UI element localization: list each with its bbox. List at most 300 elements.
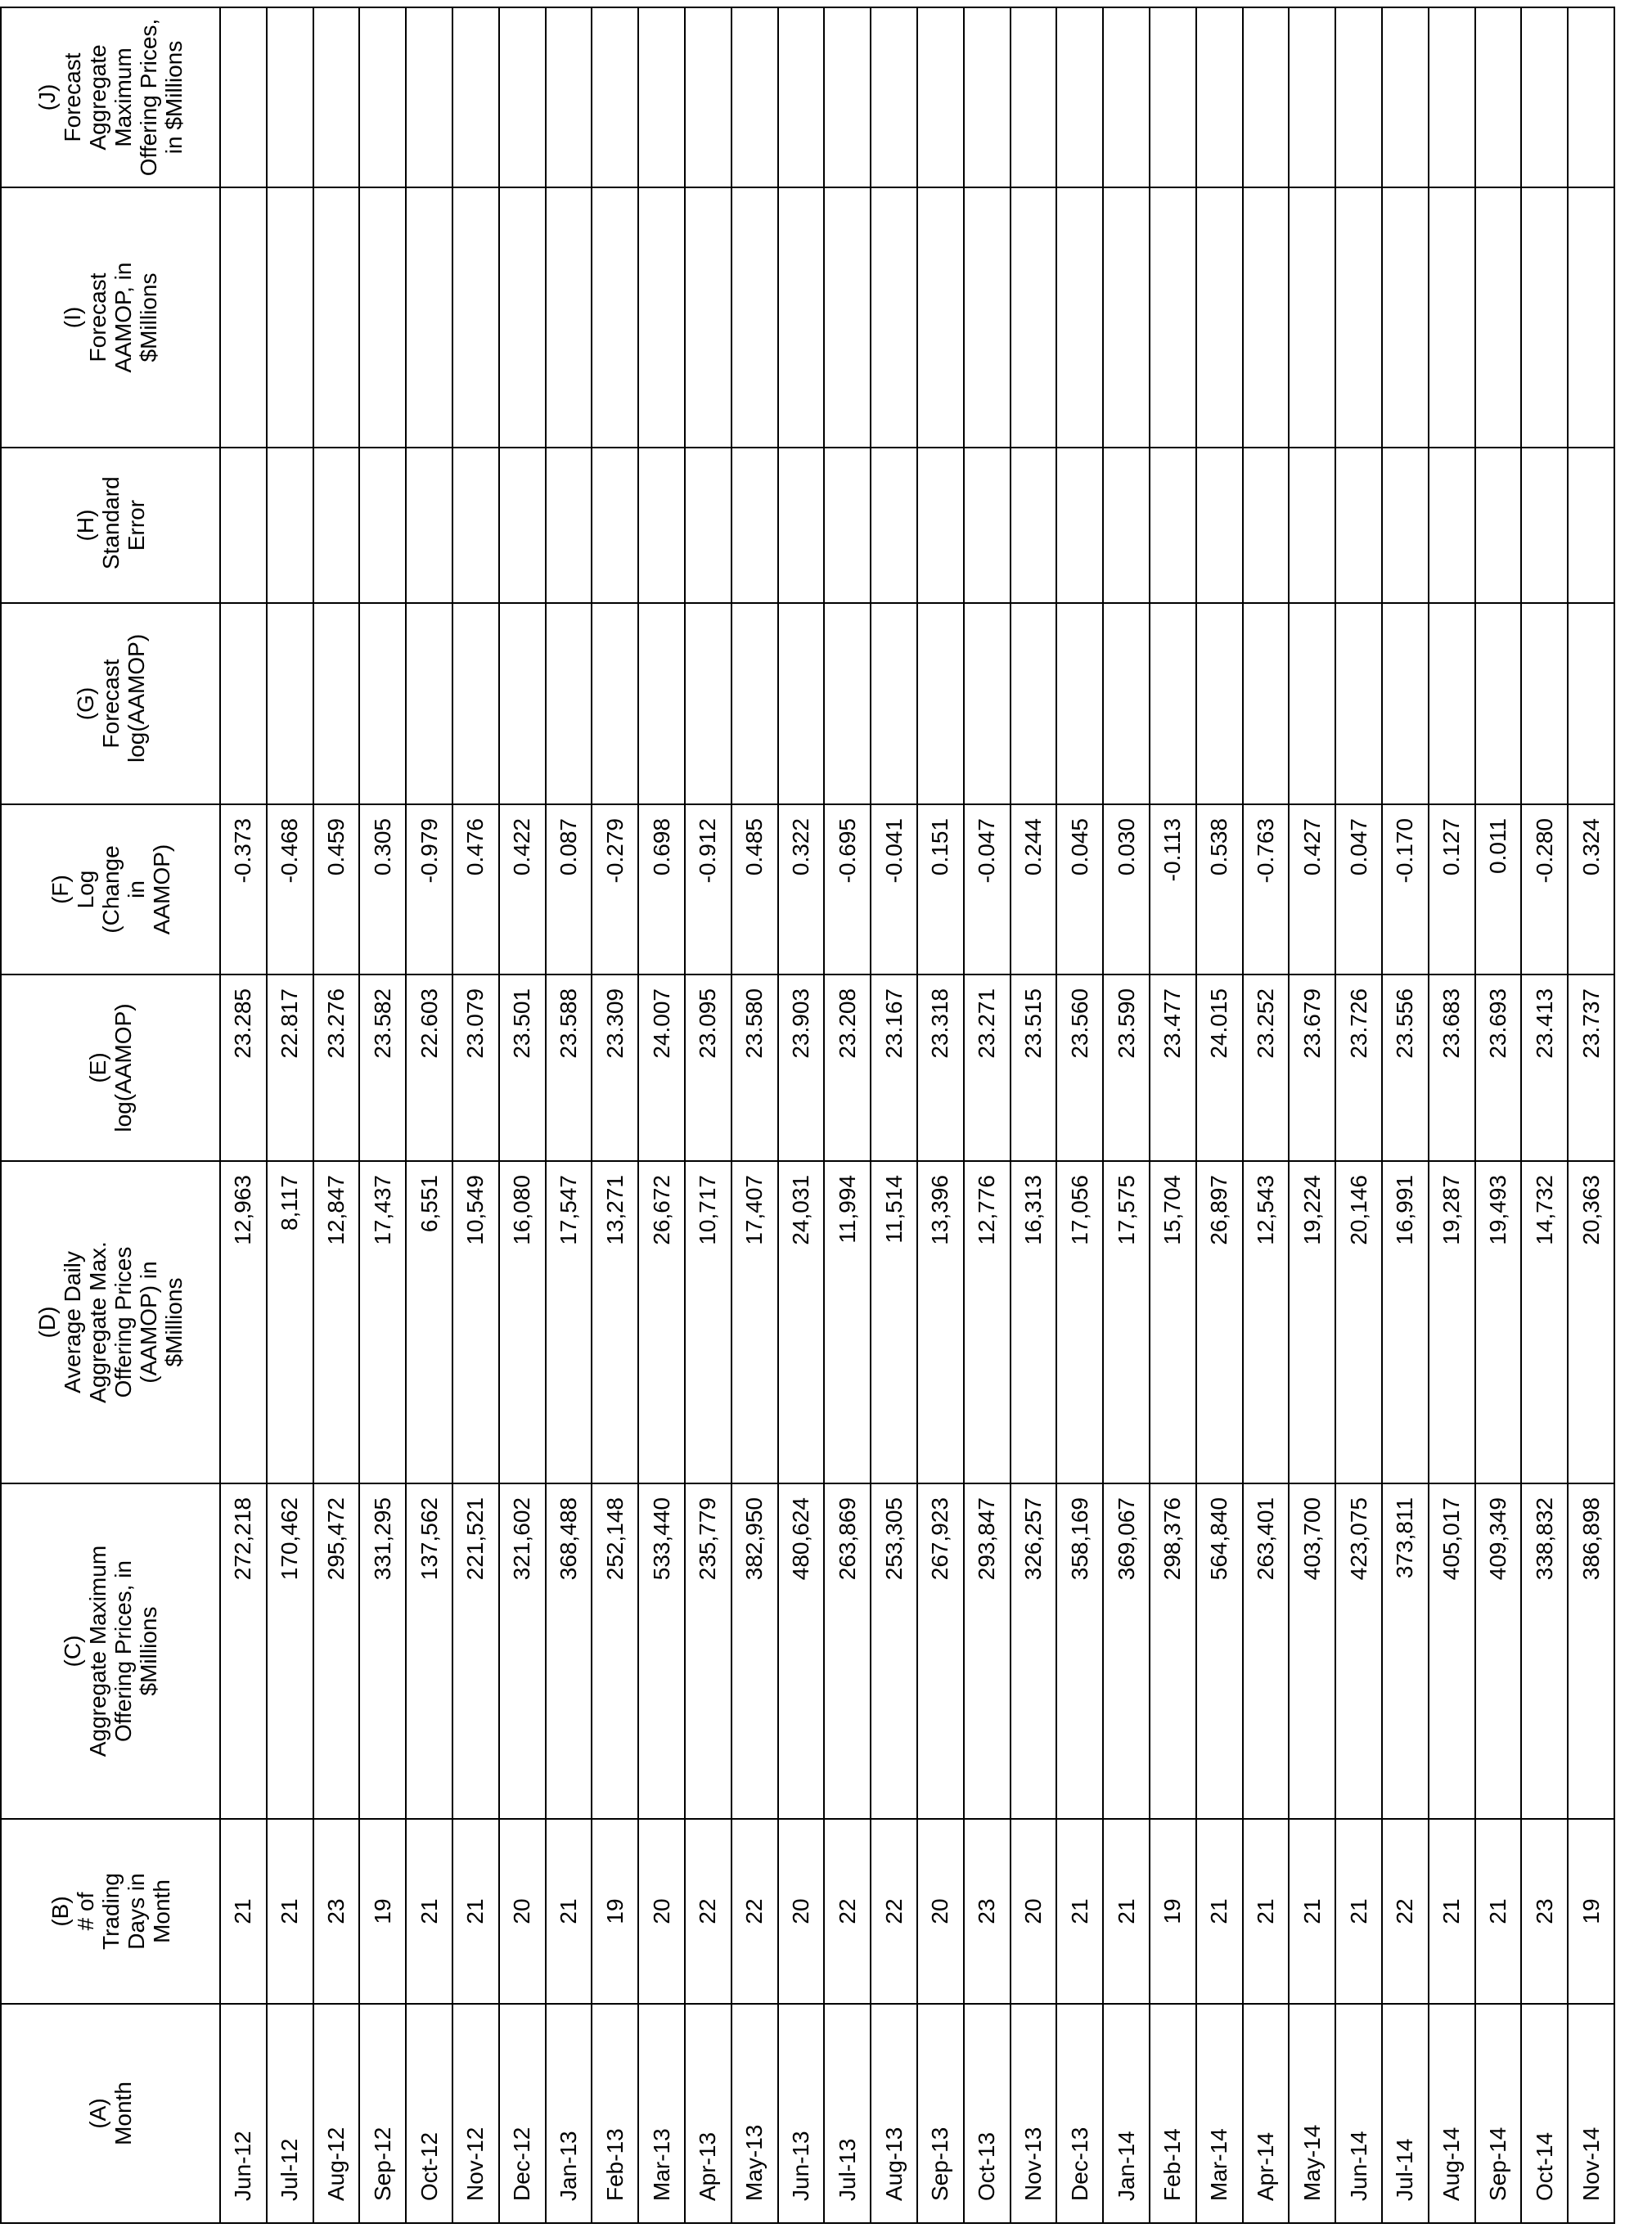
forecast-amop-cell bbox=[1335, 7, 1382, 187]
aamop-cell: 16,313 bbox=[1011, 1161, 1057, 1483]
log-aamop-cell: 24.007 bbox=[638, 974, 685, 1161]
header-d bbox=[1, 1161, 220, 1483]
log-aamop-cell: 23.413 bbox=[1521, 974, 1568, 1161]
standard-error-cell bbox=[313, 448, 360, 603]
amop-cell: 564,840 bbox=[1196, 1483, 1243, 1819]
log-aamop-cell: 23.501 bbox=[499, 974, 546, 1161]
days-cell: 21 bbox=[1103, 1819, 1150, 2004]
forecast-aamop-cell bbox=[1196, 187, 1243, 448]
days-cell: 23 bbox=[964, 1819, 1011, 2004]
aamop-cell: 24,031 bbox=[778, 1161, 825, 1483]
month-cell: May-14 bbox=[1289, 2004, 1335, 2223]
standard-error-cell bbox=[1011, 448, 1057, 603]
amop-cell: 137,562 bbox=[406, 1483, 452, 1819]
header-j-label: Forecast Aggregate Maximum Offering Prices, in $Millions bbox=[60, 18, 187, 177]
aamop-cell: 17,547 bbox=[546, 1161, 592, 1483]
forecast-amop-cell bbox=[778, 7, 825, 187]
forecast-amop-cell bbox=[546, 7, 592, 187]
log-change-cell: 0.322 bbox=[778, 804, 825, 974]
month-cell: May-13 bbox=[731, 2004, 778, 2223]
forecast-aamop-cell bbox=[406, 187, 452, 448]
log-aamop-cell: 23.560 bbox=[1056, 974, 1103, 1161]
forecast-aamop-cell bbox=[1429, 187, 1475, 448]
forecast-log-cell bbox=[1103, 603, 1150, 804]
table-row bbox=[1429, 7, 1475, 2223]
month-cell: Jul-13 bbox=[824, 2004, 871, 2223]
amop-cell: 235,779 bbox=[685, 1483, 731, 1819]
forecast-aamop-cell bbox=[1289, 187, 1335, 448]
month-cell: Apr-14 bbox=[1243, 2004, 1290, 2223]
log-change-cell: 0.427 bbox=[1289, 804, 1335, 974]
table-row bbox=[1011, 7, 1057, 2223]
log-change-cell: -0.279 bbox=[592, 804, 638, 974]
forecast-aamop-cell bbox=[592, 187, 638, 448]
amop-cell: 221,521 bbox=[452, 1483, 499, 1819]
forecast-amop-cell bbox=[1289, 7, 1335, 187]
log-aamop-cell: 23.515 bbox=[1011, 974, 1057, 1161]
standard-error-cell bbox=[871, 448, 917, 603]
forecast-amop-cell bbox=[685, 7, 731, 187]
forecast-log-cell bbox=[1382, 603, 1429, 804]
month-cell: Jul-12 bbox=[267, 2004, 313, 2223]
aamop-cell: 20,146 bbox=[1335, 1161, 1382, 1483]
forecast-log-cell bbox=[778, 603, 825, 804]
forecast-amop-cell bbox=[964, 7, 1011, 187]
standard-error-cell bbox=[359, 448, 406, 603]
month-cell: Nov-13 bbox=[1011, 2004, 1057, 2223]
aamop-cell: 17,575 bbox=[1103, 1161, 1150, 1483]
month-cell: Sep-14 bbox=[1475, 2004, 1522, 2223]
amop-cell: 369,067 bbox=[1103, 1483, 1150, 1819]
standard-error-cell bbox=[1429, 448, 1475, 603]
table-row bbox=[406, 7, 452, 2223]
month-cell: Aug-13 bbox=[871, 2004, 917, 2223]
standard-error-cell bbox=[1196, 448, 1243, 603]
aamop-cell: 26,897 bbox=[1196, 1161, 1243, 1483]
forecast-amop-cell bbox=[1521, 7, 1568, 187]
forecast-log-cell bbox=[1150, 603, 1196, 804]
header-c bbox=[1, 1483, 220, 1819]
month-cell: Jun-14 bbox=[1335, 2004, 1382, 2223]
standard-error-cell bbox=[1382, 448, 1429, 603]
days-cell: 21 bbox=[1475, 1819, 1522, 2004]
amop-cell: 382,950 bbox=[731, 1483, 778, 1819]
header-j-letter: (J) bbox=[34, 83, 60, 111]
aamop-cell: 15,704 bbox=[1150, 1161, 1196, 1483]
days-cell: 20 bbox=[638, 1819, 685, 2004]
standard-error-cell bbox=[220, 448, 267, 603]
log-aamop-cell: 23.095 bbox=[685, 974, 731, 1161]
aamop-cell: 13,396 bbox=[917, 1161, 964, 1483]
forecast-log-cell bbox=[592, 603, 638, 804]
standard-error-cell bbox=[1568, 448, 1614, 603]
forecast-log-cell bbox=[267, 603, 313, 804]
forecast-log-cell bbox=[731, 603, 778, 804]
days-cell: 21 bbox=[267, 1819, 313, 2004]
log-aamop-cell: 23.582 bbox=[359, 974, 406, 1161]
amop-cell: 326,257 bbox=[1011, 1483, 1057, 1819]
aamop-cell: 19,224 bbox=[1289, 1161, 1335, 1483]
aamop-cell: 19,287 bbox=[1429, 1161, 1475, 1483]
forecast-aamop-cell bbox=[964, 187, 1011, 448]
days-cell: 22 bbox=[685, 1819, 731, 2004]
forecast-aamop-cell bbox=[499, 187, 546, 448]
forecast-aamop-cell bbox=[1243, 187, 1290, 448]
forecast-log-cell bbox=[685, 603, 731, 804]
log-aamop-cell: 23.683 bbox=[1429, 974, 1475, 1161]
amop-cell: 368,488 bbox=[546, 1483, 592, 1819]
aamop-cell: 12,543 bbox=[1243, 1161, 1290, 1483]
table-row bbox=[778, 7, 825, 2223]
forecast-log-cell bbox=[1243, 603, 1290, 804]
days-cell: 19 bbox=[1150, 1819, 1196, 2004]
amop-cell: 480,624 bbox=[778, 1483, 825, 1819]
amop-cell: 253,305 bbox=[871, 1483, 917, 1819]
header-f-letter: (F) bbox=[47, 875, 73, 904]
log-change-cell: 0.244 bbox=[1011, 804, 1057, 974]
table-row bbox=[592, 7, 638, 2223]
log-aamop-cell: 23.588 bbox=[546, 974, 592, 1161]
standard-error-cell bbox=[1056, 448, 1103, 603]
forecast-log-cell bbox=[638, 603, 685, 804]
forecast-amop-cell bbox=[824, 7, 871, 187]
forecast-aamop-cell bbox=[1521, 187, 1568, 448]
table-body bbox=[220, 7, 1614, 2223]
days-cell: 21 bbox=[1335, 1819, 1382, 2004]
standard-error-cell bbox=[964, 448, 1011, 603]
aamop-cell: 12,963 bbox=[220, 1161, 267, 1483]
aamop-cell: 10,717 bbox=[685, 1161, 731, 1483]
amop-cell: 321,602 bbox=[499, 1483, 546, 1819]
forecast-aamop-cell bbox=[917, 187, 964, 448]
days-cell: 20 bbox=[778, 1819, 825, 2004]
amop-cell: 170,462 bbox=[267, 1483, 313, 1819]
forecast-aamop-cell bbox=[824, 187, 871, 448]
forecast-log-cell bbox=[1429, 603, 1475, 804]
month-cell: Sep-13 bbox=[917, 2004, 964, 2223]
days-cell: 21 bbox=[1429, 1819, 1475, 2004]
forecast-aamop-cell bbox=[220, 187, 267, 448]
standard-error-cell bbox=[452, 448, 499, 603]
amop-cell: 331,295 bbox=[359, 1483, 406, 1819]
table-row bbox=[267, 7, 313, 2223]
header-f bbox=[1, 804, 220, 974]
log-aamop-cell: 23.903 bbox=[778, 974, 825, 1161]
forecast-aamop-cell bbox=[452, 187, 499, 448]
month-cell: Oct-14 bbox=[1521, 2004, 1568, 2223]
month-cell: Jan-14 bbox=[1103, 2004, 1150, 2223]
aamop-data-table bbox=[0, 7, 1615, 2224]
header-j bbox=[1, 7, 220, 187]
forecast-aamop-cell bbox=[546, 187, 592, 448]
month-cell: Aug-14 bbox=[1429, 2004, 1475, 2223]
table-row bbox=[1382, 7, 1429, 2223]
month-cell: Dec-13 bbox=[1056, 2004, 1103, 2223]
month-cell: Apr-13 bbox=[685, 2004, 731, 2223]
header-g-label: Forecast log(AAMOP) bbox=[97, 633, 149, 763]
table-row bbox=[546, 7, 592, 2223]
forecast-aamop-cell bbox=[871, 187, 917, 448]
days-cell: 22 bbox=[731, 1819, 778, 2004]
month-cell: Dec-12 bbox=[499, 2004, 546, 2223]
forecast-aamop-cell bbox=[638, 187, 685, 448]
days-cell: 21 bbox=[1243, 1819, 1290, 2004]
standard-error-cell bbox=[499, 448, 546, 603]
log-change-cell: -0.280 bbox=[1521, 804, 1568, 974]
aamop-cell: 10,549 bbox=[452, 1161, 499, 1483]
forecast-amop-cell bbox=[1103, 7, 1150, 187]
table-row bbox=[871, 7, 917, 2223]
forecast-amop-cell bbox=[220, 7, 267, 187]
standard-error-cell bbox=[546, 448, 592, 603]
table-row bbox=[1475, 7, 1522, 2223]
table-row bbox=[499, 7, 546, 2223]
log-aamop-cell: 23.580 bbox=[731, 974, 778, 1161]
forecast-log-cell bbox=[499, 603, 546, 804]
amop-cell: 272,218 bbox=[220, 1483, 267, 1819]
forecast-log-cell bbox=[1056, 603, 1103, 804]
log-change-cell: 0.047 bbox=[1335, 804, 1382, 974]
log-aamop-cell: 22.603 bbox=[406, 974, 452, 1161]
table-row bbox=[1568, 7, 1614, 2223]
log-change-cell: 0.698 bbox=[638, 804, 685, 974]
amop-cell: 293,847 bbox=[964, 1483, 1011, 1819]
aamop-cell: 11,514 bbox=[871, 1161, 917, 1483]
header-e-letter: (E) bbox=[85, 1052, 110, 1083]
month-cell: Jan-13 bbox=[546, 2004, 592, 2223]
standard-error-cell bbox=[638, 448, 685, 603]
log-aamop-cell: 23.726 bbox=[1335, 974, 1382, 1161]
table-row bbox=[1335, 7, 1382, 2223]
log-aamop-cell: 23.556 bbox=[1382, 974, 1429, 1161]
table-row bbox=[1150, 7, 1196, 2223]
header-g-letter: (G) bbox=[72, 686, 98, 721]
forecast-log-cell bbox=[1011, 603, 1057, 804]
forecast-amop-cell bbox=[1429, 7, 1475, 187]
forecast-log-cell bbox=[359, 603, 406, 804]
aamop-cell: 19,493 bbox=[1475, 1161, 1522, 1483]
standard-error-cell bbox=[1475, 448, 1522, 603]
header-h-label: Standard Error bbox=[97, 476, 149, 569]
amop-cell: 338,832 bbox=[1521, 1483, 1568, 1819]
standard-error-cell bbox=[1335, 448, 1382, 603]
forecast-amop-cell bbox=[1568, 7, 1614, 187]
log-change-cell: 0.476 bbox=[452, 804, 499, 974]
log-aamop-cell: 23.285 bbox=[220, 974, 267, 1161]
log-change-cell: 0.011 bbox=[1475, 804, 1522, 974]
log-change-cell: 0.127 bbox=[1429, 804, 1475, 974]
days-cell: 21 bbox=[1289, 1819, 1335, 2004]
table-row bbox=[359, 7, 406, 2223]
amop-cell: 386,898 bbox=[1568, 1483, 1614, 1819]
forecast-amop-cell bbox=[406, 7, 452, 187]
forecast-log-cell bbox=[1521, 603, 1568, 804]
month-cell: Aug-12 bbox=[313, 2004, 360, 2223]
log-change-cell: 0.422 bbox=[499, 804, 546, 974]
header-row bbox=[1, 7, 220, 2223]
days-cell: 21 bbox=[452, 1819, 499, 2004]
forecast-amop-cell bbox=[313, 7, 360, 187]
days-cell: 19 bbox=[592, 1819, 638, 2004]
header-b-letter: (B) bbox=[47, 1896, 73, 1927]
aamop-cell: 16,991 bbox=[1382, 1161, 1429, 1483]
forecast-amop-cell bbox=[499, 7, 546, 187]
amop-cell: 298,376 bbox=[1150, 1483, 1196, 1819]
header-f-label: Log (Change in AAMOP) bbox=[72, 844, 174, 935]
days-cell: 23 bbox=[313, 1819, 360, 2004]
log-aamop-cell: 22.817 bbox=[267, 974, 313, 1161]
forecast-aamop-cell bbox=[685, 187, 731, 448]
log-aamop-cell: 23.271 bbox=[964, 974, 1011, 1161]
month-cell: Oct-13 bbox=[964, 2004, 1011, 2223]
forecast-log-cell bbox=[1196, 603, 1243, 804]
aamop-cell: 8,117 bbox=[267, 1161, 313, 1483]
days-cell: 23 bbox=[1521, 1819, 1568, 2004]
forecast-log-cell bbox=[917, 603, 964, 804]
table-row bbox=[1196, 7, 1243, 2223]
aamop-cell: 14,732 bbox=[1521, 1161, 1568, 1483]
forecast-log-cell bbox=[452, 603, 499, 804]
header-d-label: Average Daily Aggregate Max. Offering Prices (AAMOP) in $Millions bbox=[60, 1241, 187, 1403]
log-aamop-cell: 23.693 bbox=[1475, 974, 1522, 1161]
standard-error-cell bbox=[1103, 448, 1150, 603]
month-cell: Jun-12 bbox=[220, 2004, 267, 2223]
table-row bbox=[917, 7, 964, 2223]
forecast-aamop-cell bbox=[1382, 187, 1429, 448]
header-a bbox=[1, 2004, 220, 2223]
forecast-log-cell bbox=[1475, 603, 1522, 804]
month-cell: Nov-14 bbox=[1568, 2004, 1614, 2223]
amop-cell: 267,923 bbox=[917, 1483, 964, 1819]
log-change-cell: 0.045 bbox=[1056, 804, 1103, 974]
forecast-aamop-cell bbox=[1056, 187, 1103, 448]
forecast-amop-cell bbox=[638, 7, 685, 187]
forecast-amop-cell bbox=[359, 7, 406, 187]
header-a-label: Month bbox=[110, 2082, 136, 2145]
forecast-log-cell bbox=[1568, 603, 1614, 804]
forecast-log-cell bbox=[1335, 603, 1382, 804]
header-i-label: Forecast AAMOP, in $Millions bbox=[85, 262, 161, 373]
log-change-cell: 0.324 bbox=[1568, 804, 1614, 974]
log-change-cell: -0.041 bbox=[871, 804, 917, 974]
aamop-cell: 12,847 bbox=[313, 1161, 360, 1483]
aamop-cell: 16,080 bbox=[499, 1161, 546, 1483]
standard-error-cell bbox=[592, 448, 638, 603]
log-aamop-cell: 23.318 bbox=[917, 974, 964, 1161]
forecast-aamop-cell bbox=[1011, 187, 1057, 448]
table-row bbox=[964, 7, 1011, 2223]
log-change-cell: -0.170 bbox=[1382, 804, 1429, 974]
days-cell: 21 bbox=[1196, 1819, 1243, 2004]
header-c-letter: (C) bbox=[60, 1635, 85, 1668]
aamop-cell: 26,672 bbox=[638, 1161, 685, 1483]
log-change-cell: -0.113 bbox=[1150, 804, 1196, 974]
forecast-aamop-cell bbox=[778, 187, 825, 448]
amop-cell: 295,472 bbox=[313, 1483, 360, 1819]
amop-cell: 403,700 bbox=[1289, 1483, 1335, 1819]
forecast-aamop-cell bbox=[1103, 187, 1150, 448]
aamop-cell: 17,407 bbox=[731, 1161, 778, 1483]
log-aamop-cell: 23.276 bbox=[313, 974, 360, 1161]
log-aamop-cell: 23.477 bbox=[1150, 974, 1196, 1161]
aamop-cell: 12,776 bbox=[964, 1161, 1011, 1483]
aamop-cell: 17,437 bbox=[359, 1161, 406, 1483]
table-row bbox=[313, 7, 360, 2223]
month-cell: Feb-14 bbox=[1150, 2004, 1196, 2223]
days-cell: 21 bbox=[220, 1819, 267, 2004]
days-cell: 22 bbox=[871, 1819, 917, 2004]
month-cell: Jul-14 bbox=[1382, 2004, 1429, 2223]
forecast-aamop-cell bbox=[731, 187, 778, 448]
log-change-cell: -0.912 bbox=[685, 804, 731, 974]
month-cell: Nov-12 bbox=[452, 2004, 499, 2223]
month-cell: Oct-12 bbox=[406, 2004, 452, 2223]
standard-error-cell bbox=[917, 448, 964, 603]
standard-error-cell bbox=[267, 448, 313, 603]
forecast-amop-cell bbox=[1150, 7, 1196, 187]
forecast-amop-cell bbox=[1382, 7, 1429, 187]
aamop-cell: 13,271 bbox=[592, 1161, 638, 1483]
log-change-cell: -0.468 bbox=[267, 804, 313, 974]
forecast-amop-cell bbox=[452, 7, 499, 187]
month-cell: Feb-13 bbox=[592, 2004, 638, 2223]
log-change-cell: 0.305 bbox=[359, 804, 406, 974]
amop-cell: 263,869 bbox=[824, 1483, 871, 1819]
aamop-cell: 11,994 bbox=[824, 1161, 871, 1483]
forecast-log-cell bbox=[1289, 603, 1335, 804]
forecast-log-cell bbox=[313, 603, 360, 804]
standard-error-cell bbox=[1243, 448, 1290, 603]
standard-error-cell bbox=[778, 448, 825, 603]
header-a-letter: (A) bbox=[85, 2098, 110, 2129]
forecast-amop-cell bbox=[1475, 7, 1522, 187]
log-aamop-cell: 23.309 bbox=[592, 974, 638, 1161]
log-aamop-cell: 23.737 bbox=[1568, 974, 1614, 1161]
aamop-cell: 6,551 bbox=[406, 1161, 452, 1483]
log-aamop-cell: 23.167 bbox=[871, 974, 917, 1161]
amop-cell: 252,148 bbox=[592, 1483, 638, 1819]
log-change-cell: 0.151 bbox=[917, 804, 964, 974]
forecast-aamop-cell bbox=[359, 187, 406, 448]
log-aamop-cell: 23.679 bbox=[1289, 974, 1335, 1161]
forecast-aamop-cell bbox=[267, 187, 313, 448]
table-row bbox=[731, 7, 778, 2223]
forecast-aamop-cell bbox=[1150, 187, 1196, 448]
month-cell: Jun-13 bbox=[778, 2004, 825, 2223]
log-change-cell: -0.695 bbox=[824, 804, 871, 974]
header-e bbox=[1, 974, 220, 1161]
table-row bbox=[685, 7, 731, 2223]
log-aamop-cell: 23.590 bbox=[1103, 974, 1150, 1161]
forecast-aamop-cell bbox=[1568, 187, 1614, 448]
amop-cell: 533,440 bbox=[638, 1483, 685, 1819]
log-change-cell: 0.538 bbox=[1196, 804, 1243, 974]
amop-cell: 263,401 bbox=[1243, 1483, 1290, 1819]
header-i bbox=[1, 187, 220, 448]
month-cell: Mar-14 bbox=[1196, 2004, 1243, 2223]
forecast-amop-cell bbox=[871, 7, 917, 187]
log-aamop-cell: 23.252 bbox=[1243, 974, 1290, 1161]
table-row bbox=[1289, 7, 1335, 2223]
standard-error-cell bbox=[1289, 448, 1335, 603]
standard-error-cell bbox=[824, 448, 871, 603]
table-row bbox=[824, 7, 871, 2223]
log-change-cell: -0.047 bbox=[964, 804, 1011, 974]
log-change-cell: -0.373 bbox=[220, 804, 267, 974]
log-change-cell: 0.030 bbox=[1103, 804, 1150, 974]
forecast-amop-cell bbox=[1243, 7, 1290, 187]
table-row bbox=[1056, 7, 1103, 2223]
